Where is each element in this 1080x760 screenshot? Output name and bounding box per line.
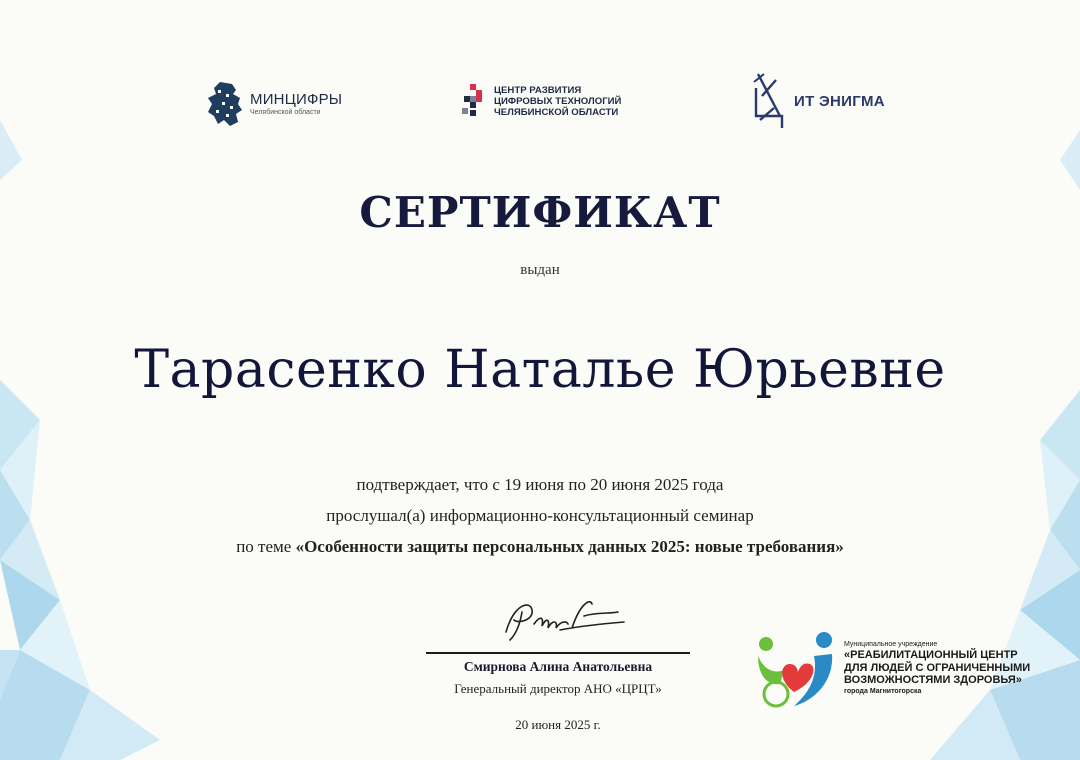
crct-line2: ЦИФРОВЫХ ТЕХНОЛОГИЙ (494, 95, 622, 107)
crct-line1: ЦЕНТР РАЗВИТИЯ (494, 84, 582, 96)
rehab-name-line1: «РЕАБИЛИТАЦИОННЫЙ ЦЕНТР (844, 649, 1018, 661)
crct-line3: ЧЕЛЯБИНСКОЙ ОБЛАСТИ (494, 106, 619, 118)
rehab-center-logo (754, 630, 1030, 712)
enigma-emblem-icon (752, 72, 786, 130)
signer-position: Генеральный директор АНО «ЦРЦТ» (454, 681, 662, 696)
mincifry-region: Челябинской области (250, 108, 321, 116)
seminar-line: прослушал(а) информационно-консультационный семинар (326, 506, 754, 525)
rehab-name-line2: ДЛЯ ЛЮДЕЙ С ОГРАНИЧЕННЫМИ (844, 661, 1031, 674)
mincifry-name: МИНЦИФРЫ (250, 90, 343, 108)
rehab-city: города Магнитогорска (844, 687, 922, 695)
enigma-logo (752, 72, 885, 130)
chelyabinsk-map-icon (206, 80, 244, 128)
crct-logo (462, 84, 621, 118)
issued-label: выдан (520, 262, 560, 278)
topic-line (0, 537, 1080, 557)
rehab-name-line3: ВОЗМОЖНОСТЯМИ ЗДОРОВЬЯ» (844, 674, 1022, 686)
seminar-topic: «Особенности защиты персональных данных 2025: новые требования» (295, 537, 844, 556)
handwritten-signature (500, 594, 630, 646)
confirmation-line: подтверждает, что с 19 июня по 20 июня 2025 года (356, 475, 724, 494)
signature-date: 20 июня 2025 г. (515, 717, 601, 732)
enigma-name: ИТ ЭНИГМА (794, 92, 885, 110)
signature-line (426, 652, 690, 654)
rehab-org-type: Муниципальное учреждение (844, 641, 938, 648)
certificate-title: СЕРТИФИКАТ (359, 188, 721, 237)
topic-prefix: по теме (236, 537, 296, 556)
recipient-name: Тарасенко Наталье Юрьевне (134, 340, 946, 400)
mincifry-logo (206, 80, 342, 128)
pixel-cross-icon (462, 84, 488, 118)
rehab-emblem-icon (754, 630, 836, 712)
signer-name: Смирнова Алина Анатольевна (463, 659, 653, 674)
